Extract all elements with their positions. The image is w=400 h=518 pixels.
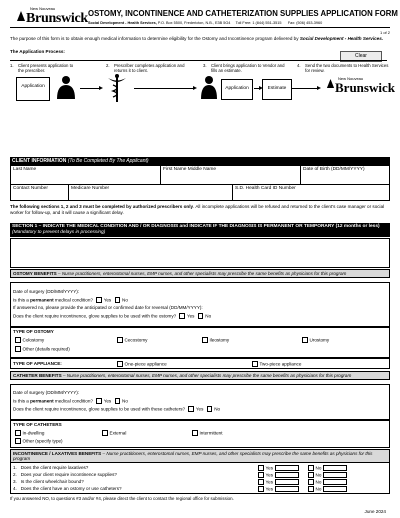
header-rule [10,27,390,28]
q-text: medical condition? [53,297,93,303]
step-num: 4. [297,63,301,68]
in-dwelling-checkbox[interactable] [15,430,21,436]
yes-checkbox[interactable] [258,486,264,492]
ileostomy-checkbox[interactable] [202,337,208,343]
form-title: OSTOMY, INCONTINENCE AND CATHETERIZATION SUPPLIES APPLICATION FORM [88,9,398,18]
option-label: Ileostomy [209,337,230,343]
catheter-surgery-date[interactable] [13,390,79,395]
nb-logo-mark-icon [16,10,26,22]
q-text: Does the client require incontinence, glove supplies to be used with these catheters? [13,406,186,412]
cecostomy-option[interactable] [115,337,147,343]
ostomy-permanent-question [13,297,128,303]
ostomy-type-box [10,327,390,358]
person-icon [54,75,78,99]
arrow-right-icon [80,88,100,89]
field-label: Medicare Number [71,186,110,191]
option-label: Other (specify type) [22,438,63,444]
no-checkbox[interactable] [308,479,314,485]
yes-label: Yes [103,398,112,404]
heading-note: (To Be Completed By The Applicant) [67,158,149,164]
arrow-right-icon [292,88,318,89]
step-text: Client presents application to the prescriber. [18,63,74,73]
no-label: No [122,297,128,303]
answer-box[interactable] [275,465,299,471]
field-label: Date of surgery (DD/MM/YYYY): [13,289,80,294]
section1-title: SECTION 1 – INDICATE THE MEDICAL CONDITION AND / OR DIAGNOSIS and INDICATE IF THE DIAGNOSIS IS PERMANENT OR TEMPORARY (12 months or less) [12,224,380,229]
external-option[interactable] [100,430,126,436]
logo-name: Brunswick [335,80,395,95]
answer-box[interactable] [323,479,347,485]
q-text: Does the client have an ostomy or use catheters? [20,486,122,491]
logo-name: Brunswick [26,11,88,26]
step-num: 3. [203,63,207,68]
answer-box[interactable] [323,465,347,471]
yes-label: Yes [265,472,273,478]
field-label: First Name Middle Name [163,167,217,172]
intermittent-checkbox[interactable] [192,430,198,436]
appliance-box [10,358,390,369]
option-label: Urostomy [309,337,330,343]
q-bold: permanent [30,398,54,404]
no-checkbox[interactable] [198,313,204,319]
client-info-heading [10,157,390,165]
field-label: Contact Number [13,186,48,191]
incontinence-question-4 [13,486,122,491]
heading-text: CLIENT INFORMATION [12,158,67,164]
notice-bold: The following sections 1, 2 and 3 must be completed by authorized prescribers only [10,204,194,209]
client-number-row [10,184,390,201]
urostomy-checkbox[interactable] [302,337,308,343]
no-label: No [315,472,322,478]
q-text: Does the client require laxatives? [20,465,89,470]
dept-name: Social Development - Health Services, [88,21,157,25]
catheter-other-option[interactable] [13,438,63,444]
q-text: medical condition? [53,398,93,404]
incontinence-question-3 [13,479,84,484]
arrow-right-icon [254,88,260,89]
process-diagram [10,60,395,157]
doc-label: Application [225,86,249,91]
yes-checkbox[interactable] [96,398,102,404]
client-name-row [10,165,390,185]
ostomy-heading [10,269,390,278]
logo-small-text: New Nouveau [338,76,364,81]
ostomy-other-option[interactable] [13,346,70,352]
section1-note: (Mandatory to prevent delays in processing) [12,230,106,235]
page-number: 1 of 2 [379,30,390,35]
yes-label: Yes [265,486,273,492]
step-num: 2. [106,63,110,68]
answer-box[interactable] [323,472,347,478]
no-label: No [122,398,128,404]
clear-button[interactable]: Clear [340,51,382,62]
no-checkbox[interactable] [308,486,314,492]
first-name-field[interactable] [161,166,301,184]
caduceus-icon [106,73,128,103]
no-label: No [315,479,322,485]
toll-free: Toll Free: 1 (844) 551-3515 [235,21,282,25]
option-label: Two-piece appliance [259,361,302,367]
q-text: Does your client require incontinence supplies? [20,472,117,477]
q3-yes[interactable] [256,479,299,485]
step-text: Client brings application to Vendor and fills an estimate. [211,63,285,73]
two-piece-option[interactable] [250,361,301,367]
ostomy-reversal-date[interactable] [13,305,203,310]
purpose-text [10,36,385,42]
last-name-field[interactable] [11,166,161,184]
diagnosis-textarea[interactable] [10,238,390,268]
logo-small-text: New Nouveau [30,6,56,11]
field-label: Date of surgery (DD/MM/YYYY): [13,390,80,395]
one-piece-option[interactable] [115,361,167,367]
yes-checkbox[interactable] [96,297,102,303]
nb-logo-mark-icon [326,78,335,89]
yes-checkbox[interactable] [188,406,194,412]
q2-no[interactable] [306,472,347,478]
q-bold: permanent [30,297,54,303]
no-checkbox[interactable] [207,406,213,412]
option-label: Cecostomy [124,337,148,343]
q3-no[interactable] [306,479,347,485]
q-num: 2. [13,472,17,477]
application-doc-icon [16,77,50,101]
yes-label: Yes [103,297,112,303]
catheter-type-heading: TYPE OF CATHETERS [13,422,62,427]
yes-checkbox[interactable] [258,465,264,471]
no-checkbox[interactable] [115,297,121,303]
incontinence-note: If you answered NO, to questions #3 and/or #4, please direct the client to contact the regional office for submission. [10,496,234,501]
step-num: 1. [10,63,14,68]
no-label: No [205,313,212,319]
no-checkbox[interactable] [308,465,314,471]
urostomy-option[interactable] [300,337,329,343]
answer-box[interactable] [275,486,299,492]
q2-yes[interactable] [256,472,299,478]
yes-label: Yes [265,479,273,485]
health-card-field[interactable] [233,185,391,200]
heading-text: OSTOMY BENEFITS [13,270,57,276]
purpose-bold: Social Development - Health Services. [299,36,384,41]
in-dwelling-option[interactable] [13,430,44,436]
other-checkbox[interactable] [15,438,21,444]
medicare-number-field[interactable] [69,185,233,200]
doc-label: Estimate [267,86,287,91]
ileostomy-option[interactable] [200,337,229,343]
answer-box[interactable] [275,479,299,485]
notice-rest: . All incomplete applications will be refused and returned to the client's case manager or social worker for follow-up, and it will cause a significant delay. [10,204,385,215]
no-checkbox[interactable] [308,472,314,478]
estimate-doc-icon [262,79,292,100]
yes-label: Yes [186,313,195,319]
colostomy-checkbox[interactable] [15,337,21,343]
form-date: June 2024 [364,509,386,514]
colostomy-option[interactable] [13,337,44,343]
yes-label: Yes [195,406,204,412]
one-piece-checkbox[interactable] [117,361,123,367]
step-text: Send the two documents to Health Services for review. [305,63,389,73]
q4-yes[interactable] [256,486,299,492]
no-label: No [214,406,221,412]
appliance-heading: TYPE OF APPLIANCE: [13,361,62,366]
no-label: No [315,486,322,492]
person-icon [199,75,219,99]
catheter-permanent-question [13,398,128,404]
doc-label: Application [21,84,45,89]
answer-box[interactable] [323,486,347,492]
option-label: Intermittent [199,430,223,436]
prescriber-notice [10,204,388,216]
option-label: Other (details required) [22,346,70,352]
ostomy-type-heading: TYPE OF OSTOMY [13,329,54,334]
catheter-incontinence-question [13,406,220,412]
field-label: Last Name [13,167,37,172]
purpose-main: The purpose of this form is to obtain enough medical information to determine eligibility for the Ostomy and Incontinence program delivered by [10,36,299,41]
ostomy-surgery-date[interactable] [13,289,79,294]
ostomy-incontinence-question [13,313,211,319]
heading-text: CATHETER BENEFITS [13,372,62,378]
field-label: If answered no, please provide the anticipated or confirmed date for reversal (DD/MM/YYYY): [13,305,203,310]
yes-checkbox[interactable] [258,472,264,478]
no-label: No [315,465,322,471]
q-text: Is this a [13,297,31,303]
external-checkbox[interactable] [102,430,108,436]
option-label: External [109,430,127,436]
yes-checkbox[interactable] [179,313,185,319]
heading-note: – Nurse practitioners, enterostomal nurses, EMP nurses, and other specialists may prescribe the same benefits as physicians for this program [56,270,347,276]
q-text: Is this a [13,398,31,404]
option-label: Colostomy [22,337,45,343]
incontinence-question-2 [13,472,117,477]
heading-text: INCONTINENCE / LAXATIVES BENEFITS [13,450,102,456]
dept-info [88,21,322,25]
fax-number: Fax: (506) 453-3960 [287,21,323,25]
q-num: 3. [13,479,17,484]
answer-box[interactable] [275,472,299,478]
dob-field[interactable] [301,166,391,184]
q-text: Does the client require incontinence, glove supplies to be used with the ostomy? [13,313,177,319]
heading-note: – Nurse practitioners, enterostomal nurses, EMP nurses, and other specialists may prescribe the same benefits as physicians for this program [61,372,352,378]
no-checkbox[interactable] [115,398,121,404]
heading-note: – Nurse practitioners, enterostomal nurses, EMP nurses, and other specialists may prescribe the same benefits as physicians for this program [13,450,373,462]
arrow-right-icon [134,88,194,89]
q-num: 1. [13,465,17,470]
field-label: S.D. Health Card ID Number [235,186,296,191]
catheter-heading [10,371,390,380]
field-label: Date of Birth (DD/MM/YYYY) [303,167,365,172]
yes-checkbox[interactable] [258,479,264,485]
q-num: 4. [13,486,17,491]
nb-logo-destination [326,76,395,96]
other-checkbox[interactable] [15,346,21,352]
application-doc-icon [221,79,253,100]
incontinence-question-1 [13,465,88,470]
step-text: Prescriber completes application and returns it to client. [114,63,185,73]
contact-number-field[interactable] [11,185,69,200]
cecostomy-checkbox[interactable] [117,337,123,343]
section1-heading [10,223,390,237]
q-text: Is the client wheelchair bound? [20,479,84,484]
option-label: In-dwelling [22,430,45,436]
q1-yes[interactable] [256,465,299,471]
dept-address: P.O. Box 5500, Fredericton, N.B., E3B 5G4 [157,21,231,25]
intermittent-option[interactable] [190,430,222,436]
two-piece-checkbox[interactable] [252,361,258,367]
process-label: The Application Process: [10,49,65,54]
option-label: One-piece appliance [124,361,167,367]
yes-label: Yes [265,465,273,471]
q4-no[interactable] [306,486,347,492]
q1-no[interactable] [306,465,347,471]
